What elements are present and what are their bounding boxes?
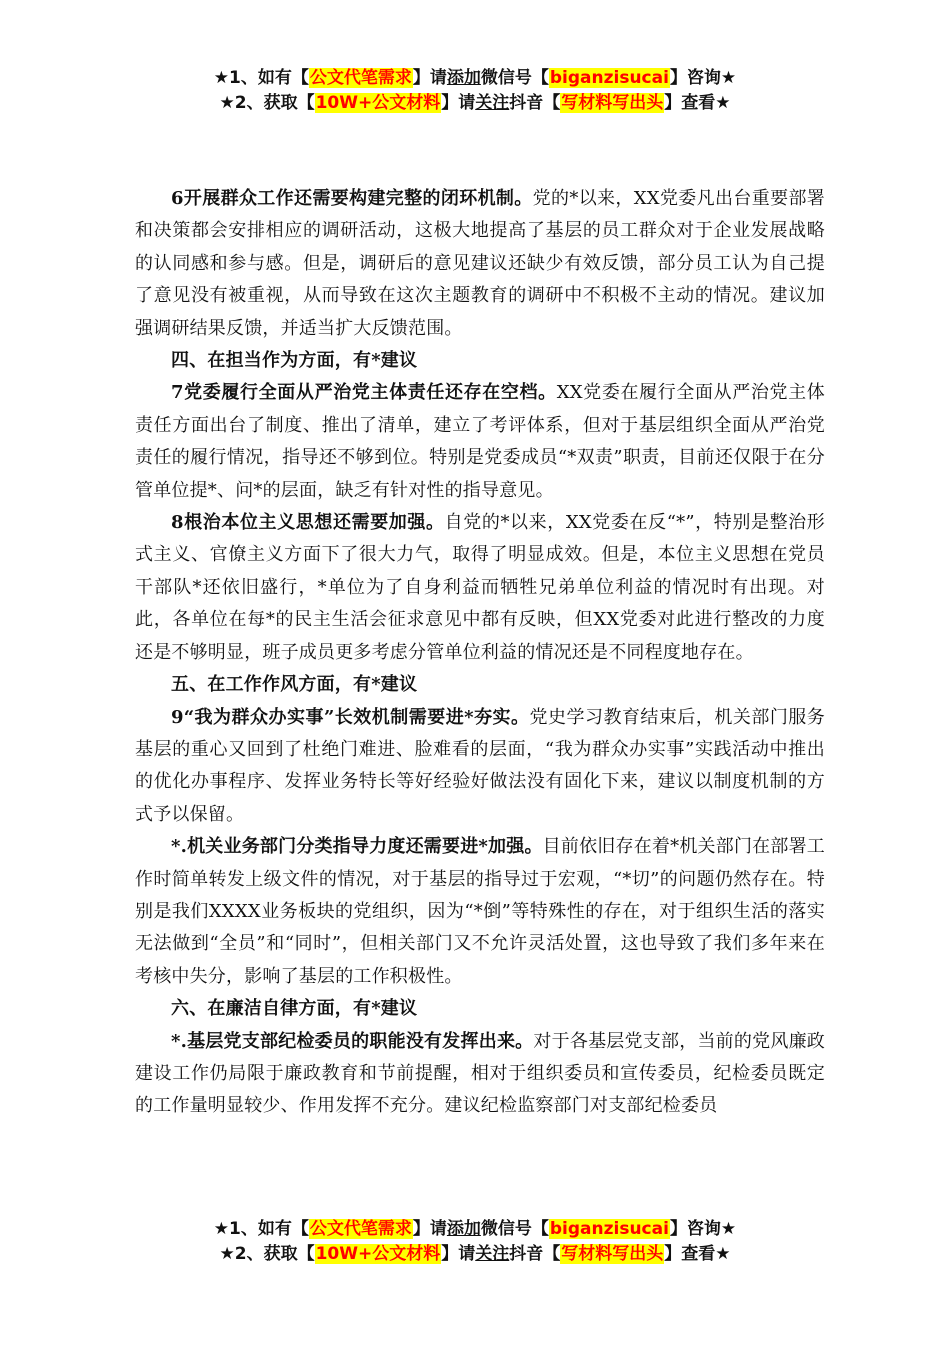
highlight-douyin-account: 写材料写出头 [561, 1244, 664, 1264]
paragraph-lead: *.基层党支部纪检委员的职能没有发挥出来。 [171, 1030, 534, 1052]
section-heading-5: 五、在工作作风方面，有*建议 [171, 674, 418, 696]
promo-line-1 [0, 1217, 950, 1242]
promo-text: ★1、如有【 [213, 68, 309, 88]
promo-text: ★1、如有【 [213, 1219, 309, 1239]
highlight-service: 公文代笔需求 [309, 1219, 412, 1239]
paragraph-text: 党的*以来，XX党委凡出台重要部署和决策都会安排相应的调研活动，这极大地提高了基层的员工群众对于企业发展战略的认同感和参与感。但是，调研后的意见建议还缺少有效反馈，部分员工认为自己提了意见没有被重视，从而导致在这次主题教育的调研中不积极不主动的情况。建议加强调研结果反馈，并适当扩大反馈范围。 [135, 188, 825, 339]
promo-text: 微信号【 [480, 68, 549, 88]
promo-banner-bottom [0, 1217, 950, 1267]
paragraph-9 [135, 702, 825, 832]
paragraph-11 [135, 1026, 825, 1123]
promo-text: 】请 [441, 1244, 476, 1264]
paragraph-lead: 6开展群众工作还需要构建完整的闭环机制。 [171, 188, 533, 209]
paragraph-6 [135, 183, 825, 345]
promo-text: 】咨询★ [669, 68, 737, 88]
highlight-service: 公文代笔需求 [309, 68, 412, 88]
highlight-douyin-account: 写材料写出头 [561, 93, 664, 113]
section-heading-6: 六、在廉洁自律方面，有*建议 [171, 998, 418, 1020]
paragraph-lead: 8根治本位主义思想还需要加强。 [171, 512, 445, 534]
paragraph-lead: 9“我为群众办实事”长效机制需要进*夯实。 [171, 706, 530, 728]
promo-line-2 [0, 1242, 950, 1267]
promo-text: 抖音【 [509, 93, 561, 113]
paragraph-text: 目前依旧存在着*机关部门在部署工作时简单转发上级文件的情况，对于基层的指导过于宏观，“*切”的问题仍然存在。特别是我们XXXX业务板块的党组织，因为“*倒”等特殊性的存在，对于组织生活的落实无法做到“全员”和“同时”，但相关部门又不允许灵活处置，这也导致了我们多年来在考核中失分，影响了基层的工作积极性。 [135, 836, 825, 987]
promo-text: 】查看★ [664, 93, 731, 113]
paragraph-text: 党史学习教育结束后，机关部门服务基层的重心又回到了杜绝门难进、脸难看的层面，“我为群众办实事”实践活动中推出的优化办事程序、发挥业务特长等好经验好做法没有固化下来，建议以制度机制的方式予以保留。 [135, 706, 825, 825]
highlight-materials: 10W+公文材料 [315, 1244, 441, 1264]
promo-text: 抖音【 [509, 1244, 561, 1264]
paragraph-10 [135, 831, 825, 993]
promo-line-1 [0, 66, 950, 91]
highlight-wechat-id: biganzisucai [549, 68, 669, 88]
promo-banner-top [0, 66, 950, 116]
promo-underlined: 添加 [446, 68, 481, 88]
highlight-materials: 10W+公文材料 [315, 93, 441, 113]
paragraph-lead: *.机关业务部门分类指导力度还需要进*加强。 [171, 836, 543, 858]
promo-text: 】请 [441, 93, 476, 113]
paragraph-text: XX党委在履行全面从严治党主体责任方面出台了制度、推出了清单，建立了考评体系，但对于基层组织全面从严治党责任的履行情况，指导还不够到位。特别是党委成员“*双责”职责，目前还仅限于在分管单位提*、问*的层面，缺乏有针对性的指导意见。 [135, 382, 825, 501]
paragraph-text: 自党的*以来，XX党委在反“*”，特别是整治形式主义、官僚主义方面下了很大力气，取得了明显成效。但是，本位主义思想在党员干部队*还依旧盛行，*单位为了自身利益而牺牲兄弟单位利益的情况时有出现。对此，各单位在每*的民主生活会征求意见中都有反映，但XX党委对此进行整改的力度还是不够明显，班子成员更多考虑分管单位利益的情况还是不同程度地存在。 [135, 512, 825, 663]
paragraph-7 [135, 377, 825, 507]
promo-text: ★2、获取【 [219, 93, 315, 113]
promo-text: 】咨询★ [669, 1219, 737, 1239]
promo-text: 】查看★ [664, 1244, 731, 1264]
promo-text: 】请 [412, 1219, 447, 1239]
highlight-wechat-id: biganzisucai [549, 1219, 669, 1239]
document-body [135, 183, 825, 1123]
section-heading-4: 四、在担当作为方面，有*建议 [171, 350, 418, 372]
promo-text: 】请 [412, 68, 447, 88]
paragraph-8 [135, 507, 825, 669]
paragraph-text: 对于各基层党支部，当前的党风廉政建设工作仍局限于廉政教育和节前提醒，相对于组织委员和宣传委员，纪检委员既定的工作量明显较少、作用发挥不充分。建议纪检监察部门对支部纪检委员 [135, 1030, 825, 1117]
promo-underlined: 添加 [446, 1219, 481, 1239]
promo-text: 微信号【 [480, 1219, 549, 1239]
promo-line-2 [0, 91, 950, 116]
promo-underlined: 关注 [475, 1244, 510, 1264]
promo-text: ★2、获取【 [219, 1244, 315, 1264]
promo-underlined: 关注 [475, 93, 510, 113]
paragraph-lead: 7党委履行全面从严治党主体责任还存在空档。 [171, 382, 557, 404]
